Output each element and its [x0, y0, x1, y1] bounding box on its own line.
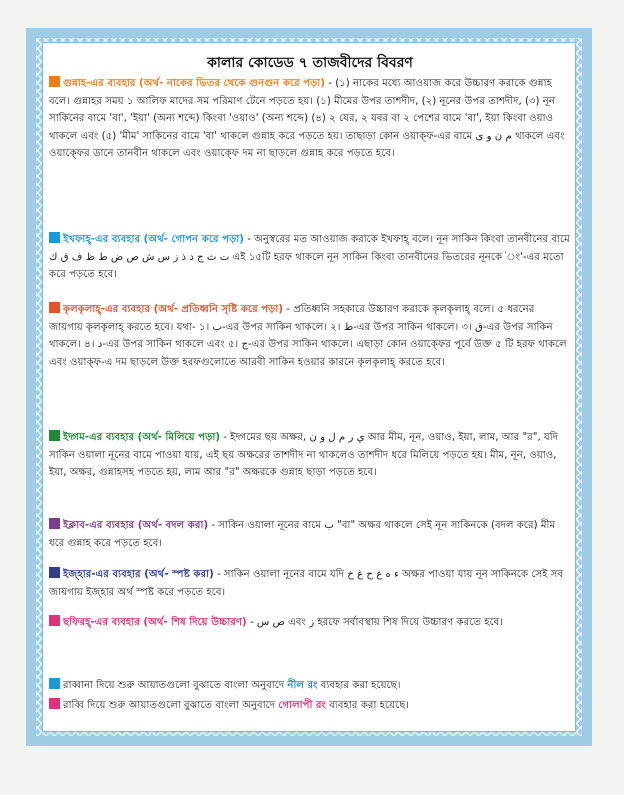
- section-heading: ইজ্হার-এর ব্যবহার (অর্থ- স্পষ্ট করা): [63, 569, 214, 580]
- section-heading: গুন্নাহ-এর ব্যবহার (অর্থ- নাকের ভিতর থেকে গুনগুন করে পড়া): [63, 78, 326, 89]
- color-key-navy-icon: [49, 567, 60, 578]
- note-highlight: নীল রং: [287, 680, 318, 691]
- note-text: রাব্বানা দিয়ে শুরু আয়াতগুলো বুঝাতে বাংলা অনুবাদে: [63, 680, 285, 691]
- page-title: কালার কোডেড ৭ তাজবীদের বিবরণ: [207, 55, 413, 71]
- section-heading: কৃলকৃলাহ্-এর ব্যবহার (অর্থ- প্রতিধ্বনি সৃষ্টি করে পড়া): [63, 304, 284, 315]
- content-panel: [42, 42, 576, 732]
- section-heading: ইখফাহ্-এর ব্যবহার (অর্থ- গোপন করে পড়া): [63, 234, 244, 245]
- color-key-red-icon: [49, 302, 60, 313]
- color-key-pink-icon: [49, 698, 60, 709]
- note-text: রাব্বি দিয়ে শুরু আয়াতগুলো বুঝাতে বাংলা অনুবাদে: [63, 700, 276, 711]
- section-body: - প্রতিধ্বনি সহকারে উচ্চারণ করাকে কৃলকৃলাহ্ বলে। ৫ ধরনের জায়গায় কৃলকৃলাহ্ করতে হবে। যথা- ১। ب-এর উপর সাকিন থাকলে। ২। ط-এর উপর সাকিন থাকলে। ৩। ق-এর উপর সাকিন থাকলে। ৪। د-এর উপর সাকিন থাকলে এবং ৫। ج-এর উপর সাকিন থাকলে। এছাড়া কোন ওয়াক্ফের পূর্বে উক্ত ৫ টি হরফ থাকলে এবং ওয়াক্ফ-এ দম ছাড়লে উক্ত হরফগুলোতে আরবী সাকিন হওয়ার কারনে কৃলকৃলাহ্ করতে হবে।: [49, 304, 567, 368]
- section-gunnah: [43, 75, 577, 163]
- note-pink: [43, 697, 577, 714]
- section-qalqalah: [43, 301, 577, 371]
- section-body: - সাকিন ওয়ালা নূনের বামে যদি ء ه ع ح غ خ অক্ষর পাওয়া যায় নূন সাকিনকে সেই সব জায়গায় ইজ্হার অর্থ স্পষ্ট করে পড়তে হবে।: [49, 569, 564, 598]
- section-body: - (১) নাকের মধ্যে আওয়াজ করে উচ্চারণ করাকে গুন্নাহ বলে। গুন্নাহর সময় ১ আলিফ মাদের সম পরিমাণ টেনে পড়তে হয়। (১) মীমের উপর তাশদীদ, (২) নূনের উপর তাশদীদ, (৩) নূন সাকিনের বামে 'বা', 'ইয়া' (অন্য শব্দে) কিংবা 'ওয়াও' (অন্য শব্দে) (৪) ২ যের, ২ যবর বা ২ পেশের বামে 'বা', ইয়া কিংবা ওয়াও থাকলে এবং (৫) 'মীম' সাকিনের বামে 'বা' থাকলে গুন্নাহ করে পড়তে হয়। তাছাড়া কোন ওয়াক্ফ-এর বামে م ن و ى থাকলে এবং ওয়াক্ফের ডানে তানবীন থাকলে এবং ওয়াক্ফে দম না ছাড়লে গুন্নাহ করে পড়তে হবে।: [49, 78, 565, 159]
- color-key-green-icon: [49, 430, 60, 441]
- note-highlight: গোলাপী রং: [278, 700, 327, 711]
- color-key-purple-icon: [49, 518, 60, 529]
- note-text: ব্যবহার করা হয়েছে।: [320, 680, 401, 691]
- section-idgham: [43, 429, 577, 482]
- color-key-blue-icon: [49, 232, 60, 243]
- section-ikhfa: [43, 231, 577, 284]
- note-text: ব্যবহার করা হয়েছে।: [329, 700, 410, 711]
- section-body: - ص س এবং ز হরফে সর্বাবস্থায় শিষ দিয়ে উচ্চারণ করতে হবে।: [249, 617, 503, 628]
- section-heading: ছফিরহ্-এর ব্যবহার (অর্থ- শিষ দিয়ে উচ্চারণ): [63, 617, 247, 628]
- note-blue: [43, 677, 577, 694]
- section-iqlab: [43, 517, 577, 552]
- section-izhar: [43, 566, 577, 601]
- section-safir: [43, 614, 577, 632]
- color-key-orange-icon: [49, 76, 60, 87]
- color-key-blue-icon: [49, 678, 60, 689]
- color-key-pink-icon: [49, 615, 60, 626]
- section-body: - ইদ্গমের ছয় অক্ষর, ي ر م ل و ن আর মীম, নূন, ওয়াও, ইয়া, লাম, আর "র", যদি সাকিন ওয়ালা নূনের বামে পাওয়া যায়, এই ছয় অক্ষরের তাশদীদ না থাকলেও তাশদীদ ধরে মিলিয়ে পড়তে হয়। মীম, নূন, ওয়াও, ইয়া, অক্ষর, গুন্নাহসহ পড়তে হয়, লাম আর "র" অক্ষরকে গুন্নাহ ছাড়া পড়তে হবে।: [49, 432, 559, 478]
- section-heading: ইক্লাব-এর ব্যবহার (অর্থ- বদল করা): [63, 520, 209, 531]
- section-body: - অনুস্বরের মত আওয়াজ করাকে ইখফাহ্ বলে। নূন সাকিন কিংবা তানবীনের বামে ت ث ج د ذ ز س ش ص ض ط ظ ف ق ك এই ১৫টি হরফ থাকলে নূন সাকিন কিংবা তানবীনের ভিতরের নূনকে 'ং'-এর মতো করে পড়তে হবে।: [49, 234, 570, 280]
- section-heading: ইদ্গম-এর ব্যবহার (অর্থ- মিলিয়ে পড়া): [63, 432, 220, 443]
- section-body: - সাকিন ওয়ালা নূনের বামে ب "বা" অক্ষর থাকলে সেই নূন সাকিনকে (বদল করে) মীম ধরে গুন্নাহ করে পড়তে হবে।: [49, 520, 556, 549]
